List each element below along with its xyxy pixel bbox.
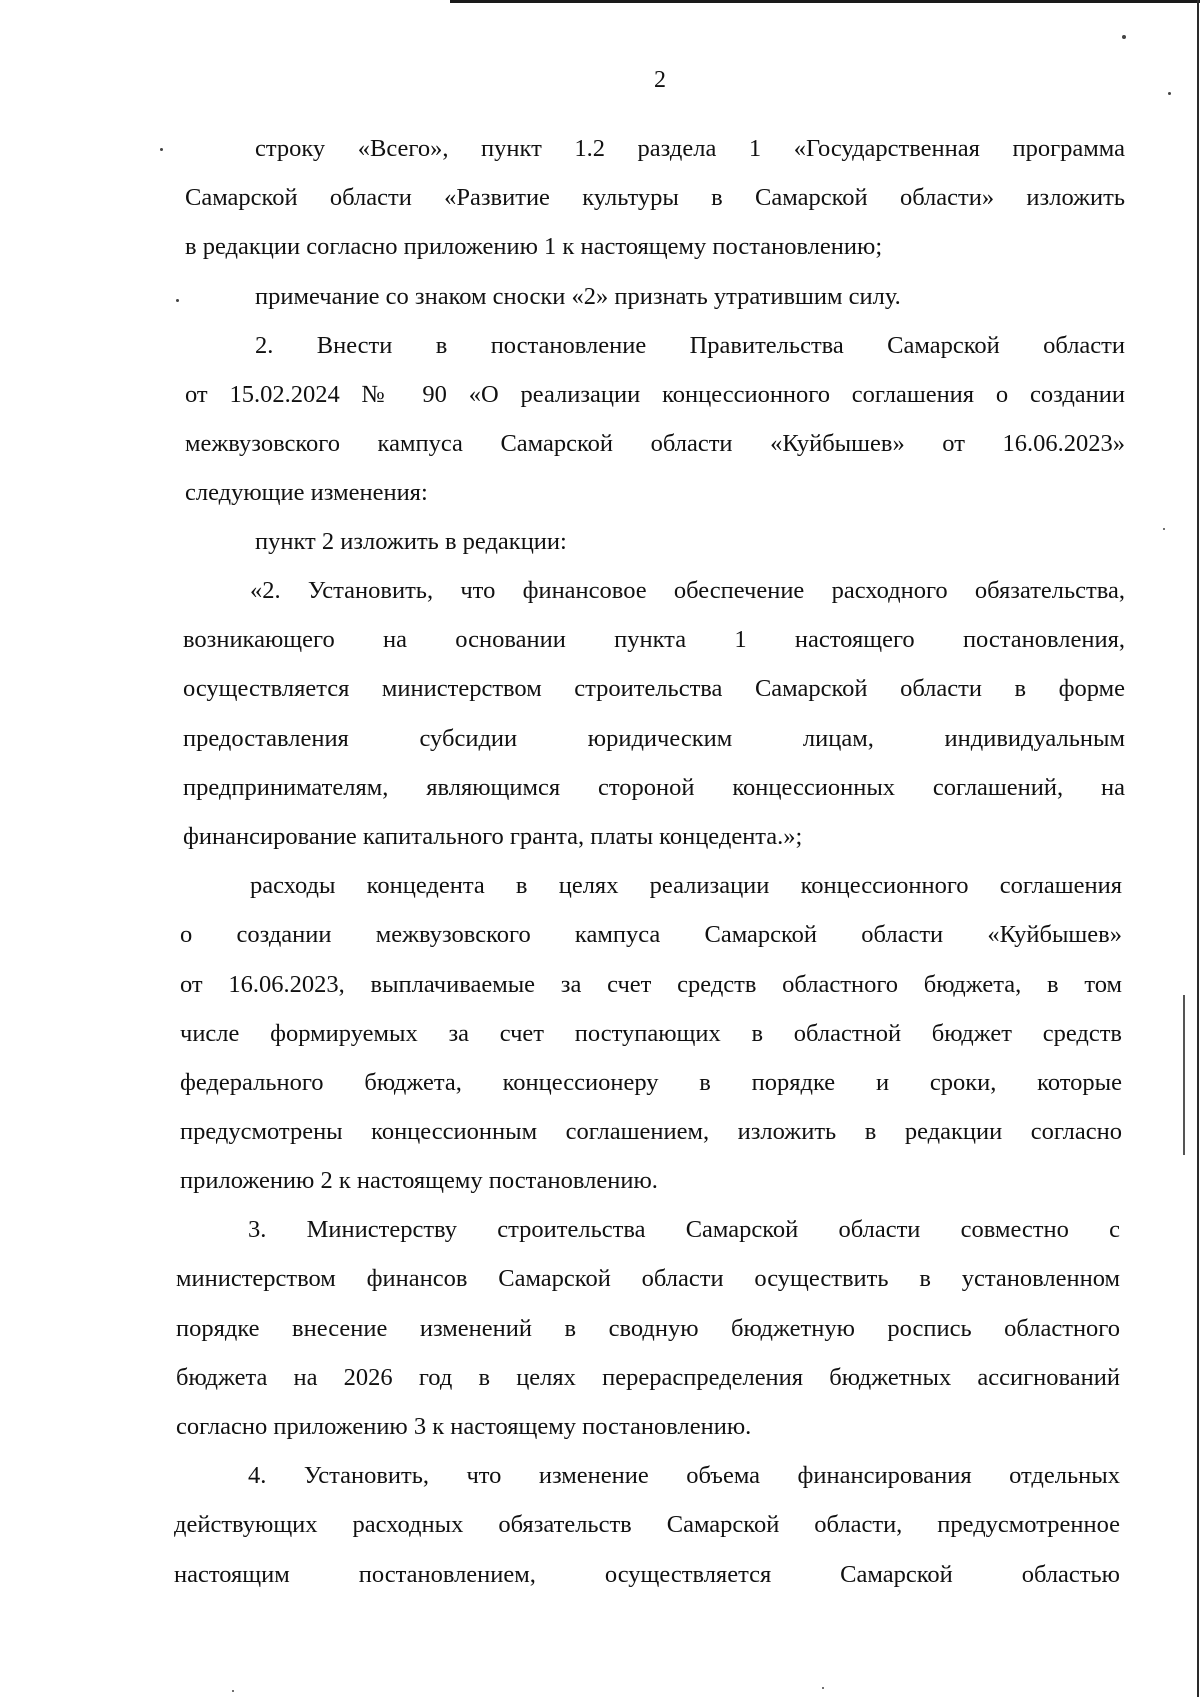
text-line: предпринимателям, являющимся стороной концессионных соглашений, на	[183, 774, 1125, 801]
text-line: расходы концедента в целях реализации концессионного соглашения	[250, 872, 1122, 899]
text-line: приложению 2 к настоящему постановлению.	[180, 1167, 658, 1194]
text-line: в редакции согласно приложению 1 к настоящему постановлению;	[185, 233, 883, 260]
text-line: следующие изменения:	[185, 479, 428, 506]
text-line: «2. Установить, что финансовое обеспечение расходного обязательства,	[250, 577, 1125, 604]
page-number: 2	[654, 67, 666, 93]
text-line: федерального бюджета, концессионеру в порядке и сроки, которые	[180, 1069, 1122, 1096]
scan-border-top	[450, 0, 1200, 3]
text-line: предусмотрены концессионным соглашением, изложить в редакции согласно	[180, 1118, 1122, 1145]
text-line: пункт 2 изложить в редакции:	[255, 528, 567, 555]
scan-speck	[1122, 35, 1126, 39]
text-line: 2. Внести в постановление Правительства Самарской области	[255, 332, 1125, 359]
text-line: числе формируемых за счет поступающих в областной бюджет средств	[180, 1020, 1122, 1047]
text-line: от 15.02.2024 № 90 «О реализации концессионного соглашения о создании	[185, 381, 1125, 408]
text-line: межвузовского кампуса Самарской области «Куйбышев» от 16.06.2023»	[185, 430, 1125, 457]
text-line: предоставления субсидии юридическим лицам, индивидуальным	[183, 725, 1125, 752]
scan-speck	[1163, 528, 1165, 530]
text-line: согласно приложению 3 к настоящему постановлению.	[176, 1413, 752, 1440]
scan-speck	[232, 1690, 234, 1692]
text-line: Самарской области «Развитие культуры в Самарской области» изложить	[185, 184, 1125, 211]
scan-margin-mark	[1183, 995, 1185, 1155]
text-line: министерством финансов Самарской области осуществить в установленном	[176, 1265, 1120, 1292]
text-line: возникающего на основании пункта 1 настоящего постановления,	[183, 626, 1125, 653]
text-line: осуществляется министерством строительства Самарской области в форме	[183, 675, 1125, 702]
text-line: бюджета на 2026 год в целях перераспределения бюджетных ассигнований	[176, 1364, 1120, 1391]
text-line: действующих расходных обязательств Самарской области, предусмотренное	[174, 1511, 1120, 1538]
text-line: настоящим постановлением, осуществляется Самарской областью	[174, 1561, 1120, 1588]
text-line: 3. Министерству строительства Самарской области совместно с	[248, 1216, 1120, 1243]
scan-speck	[822, 1687, 824, 1689]
text-line: примечание со знаком сноски «2» признать утратившим силу.	[255, 283, 901, 310]
scan-speck	[176, 299, 179, 302]
text-line: о создании межвузовского кампуса Самарской области «Куйбышев»	[180, 921, 1122, 948]
text-line: 4. Установить, что изменение объема финансирования отдельных	[248, 1462, 1120, 1489]
text-line: финансирование капитального гранта, платы концедента.»;	[183, 823, 803, 850]
text-line: от 16.06.2023, выплачиваемые за счет средств областного бюджета, в том	[180, 971, 1122, 998]
scan-speck	[1168, 92, 1171, 95]
scan-border-right	[1197, 0, 1199, 1697]
scan-speck	[160, 148, 163, 151]
text-line: строку «Всего», пункт 1.2 раздела 1 «Государственная программа	[255, 135, 1125, 162]
text-line: порядке внесение изменений в сводную бюджетную роспись областного	[176, 1315, 1120, 1342]
